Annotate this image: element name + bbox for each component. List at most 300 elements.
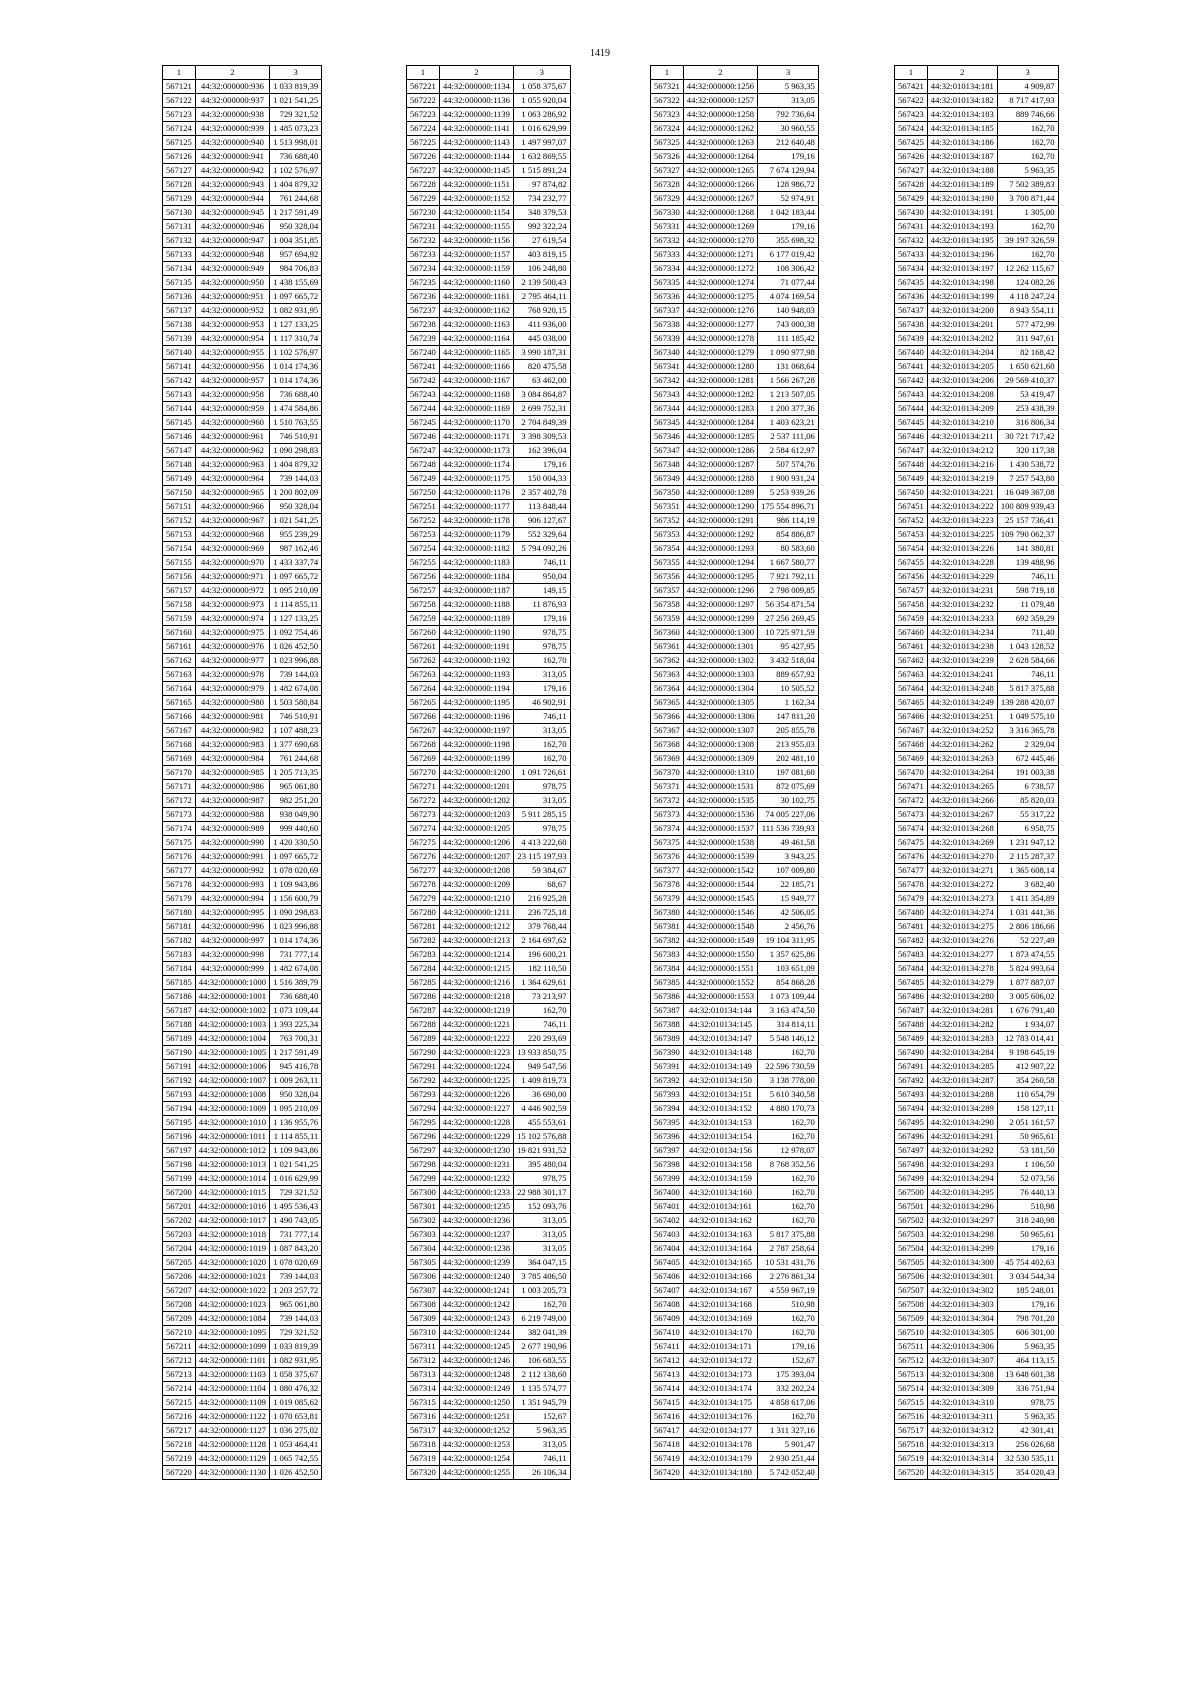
row-number: 567317 [407, 1424, 440, 1438]
table-row [895, 1284, 1059, 1298]
cadastral-number: 44:32:000000:961 [195, 430, 269, 444]
row-number: 567436 [895, 290, 928, 304]
cadastral-number: 44:32:010134:147 [683, 1032, 757, 1046]
cadastral-number: 44:32:000000:1002 [195, 1004, 269, 1018]
value: 736 688,40 [270, 388, 322, 402]
row-number: 567182 [163, 934, 196, 948]
value: 1 070 653,81 [270, 1410, 322, 1424]
cadastral-number: 44:32:010134:302 [927, 1284, 997, 1298]
value: 1 351 945,79 [514, 1396, 570, 1410]
table-row [163, 1144, 322, 1158]
value: 1 055 920,04 [514, 94, 570, 108]
table-row [651, 1382, 819, 1396]
cadastral-number: 44:32:010134:182 [927, 94, 997, 108]
row-number: 567206 [163, 1270, 196, 1284]
row-number: 567333 [651, 248, 684, 262]
value: 32 530 535,11 [997, 1452, 1058, 1466]
column-number-1: 1 [163, 66, 196, 80]
value: 74 005 227,06 [758, 808, 819, 822]
row-number: 567369 [651, 752, 684, 766]
row-number: 567257 [407, 584, 440, 598]
value: 872 075,69 [758, 780, 819, 794]
value: 1 058 375,67 [514, 80, 570, 94]
table-row [407, 528, 571, 542]
cadastral-number: 44:32:000000:1296 [683, 584, 757, 598]
row-number: 567233 [407, 248, 440, 262]
value: 820 475,58 [514, 360, 570, 374]
cadastral-number: 44:32:010134:280 [927, 990, 997, 1004]
cadastral-number: 44:32:010134:262 [927, 738, 997, 752]
row-number: 567482 [895, 934, 928, 948]
table-row [163, 850, 322, 864]
cadastral-number: 44:32:000000:951 [195, 290, 269, 304]
cadastral-number: 44:32:000000:982 [195, 724, 269, 738]
row-number: 567375 [651, 836, 684, 850]
row-number: 567250 [407, 486, 440, 500]
table-row [407, 948, 571, 962]
cadastral-number: 44:32:000000:1538 [683, 836, 757, 850]
cadastral-number: 44:32:000000:1238 [439, 1242, 513, 1256]
row-number: 567510 [895, 1326, 928, 1340]
value: 736 688,40 [270, 990, 322, 1004]
row-number: 567351 [651, 500, 684, 514]
row-number: 567439 [895, 332, 928, 346]
cadastral-number: 44:32:010134:201 [927, 318, 997, 332]
value: 316 806,34 [997, 416, 1058, 430]
value: 1 217 591,49 [270, 1046, 322, 1060]
row-number: 567355 [651, 556, 684, 570]
cadastral-number: 44:32:010134:271 [927, 864, 997, 878]
cadastral-number: 44:32:010134:172 [683, 1354, 757, 1368]
row-number: 567196 [163, 1130, 196, 1144]
table-row [407, 836, 571, 850]
cadastral-number: 44:32:010134:270 [927, 850, 997, 864]
value: 1 092 754,46 [270, 626, 322, 640]
cadastral-number: 44:32:010134:299 [927, 1242, 997, 1256]
cadastral-number: 44:32:010134:167 [683, 1284, 757, 1298]
value: 3 163 474,50 [758, 1004, 819, 1018]
cadastral-number: 44:32:000000:1161 [439, 290, 513, 304]
cadastral-number: 44:32:000000:1278 [683, 332, 757, 346]
value: 1 087 843,20 [270, 1242, 322, 1256]
value: 336 751,94 [997, 1382, 1058, 1396]
value: 455 553,61 [514, 1116, 570, 1130]
table-row [651, 976, 819, 990]
value: 938 049,90 [270, 808, 322, 822]
cadastral-number: 44:32:000000:1219 [439, 1004, 513, 1018]
table-row [895, 206, 1059, 220]
row-number: 567274 [407, 822, 440, 836]
row-number: 567291 [407, 1060, 440, 1074]
table-row [163, 1438, 322, 1452]
table-row [895, 388, 1059, 402]
row-number: 567364 [651, 682, 684, 696]
value: 354 020,43 [997, 1466, 1058, 1480]
table-row [895, 486, 1059, 500]
table-row [895, 724, 1059, 738]
value: 734 232,77 [514, 192, 570, 206]
value: 1 058 375,67 [270, 1368, 322, 1382]
table-row [895, 906, 1059, 920]
value: 42 506,05 [758, 906, 819, 920]
cadastral-number: 44:32:010134:276 [927, 934, 997, 948]
table-row [407, 584, 571, 598]
table-row [163, 668, 322, 682]
table-row [895, 766, 1059, 780]
cadastral-number: 44:32:010134:151 [683, 1088, 757, 1102]
table-row [163, 542, 322, 556]
cadastral-number: 44:32:010134:295 [927, 1186, 997, 1200]
row-number: 567177 [163, 864, 196, 878]
table-row [163, 346, 322, 360]
row-number: 567389 [651, 1032, 684, 1046]
table-row [163, 262, 322, 276]
value: 2 357 402,78 [514, 486, 570, 500]
cadastral-number: 44:32:000000:1084 [195, 1312, 269, 1326]
cadastral-number: 44:32:010134:234 [927, 626, 997, 640]
value: 12 262 115,67 [997, 262, 1058, 276]
cadastral-number: 44:32:000000:1134 [439, 80, 513, 94]
value: 348 379,53 [514, 206, 570, 220]
row-number: 567414 [651, 1382, 684, 1396]
row-number: 567213 [163, 1368, 196, 1382]
value: 1 485 073,23 [270, 122, 322, 136]
row-number: 567280 [407, 906, 440, 920]
table-row [163, 416, 322, 430]
table-row [895, 1242, 1059, 1256]
row-number: 567441 [895, 360, 928, 374]
table-row [895, 584, 1059, 598]
row-number: 567429 [895, 192, 928, 206]
table-row [651, 906, 819, 920]
table-row [651, 1410, 819, 1424]
row-number: 567194 [163, 1102, 196, 1116]
row-number: 567432 [895, 234, 928, 248]
cadastral-number: 44:32:010134:308 [927, 1368, 997, 1382]
cadastral-number: 44:32:000000:976 [195, 640, 269, 654]
table-row [407, 1354, 571, 1368]
table-row [895, 710, 1059, 724]
table-row [895, 850, 1059, 864]
value: 2 584 612,97 [758, 444, 819, 458]
cadastral-number: 44:32:000000:1224 [439, 1060, 513, 1074]
value: 692 359,29 [997, 612, 1058, 626]
row-number: 567231 [407, 220, 440, 234]
row-number: 567124 [163, 122, 196, 136]
cadastral-number: 44:32:000000:1013 [195, 1158, 269, 1172]
value: 2 537 111,06 [758, 430, 819, 444]
cadastral-number: 44:32:000000:1184 [439, 570, 513, 584]
cadastral-number: 44:32:000000:994 [195, 892, 269, 906]
cadastral-number: 44:32:010134:175 [683, 1396, 757, 1410]
cadastral-number: 44:32:010134:170 [683, 1326, 757, 1340]
value: 124 082,26 [997, 276, 1058, 290]
value: 577 472,99 [997, 318, 1058, 332]
table-row [895, 1424, 1059, 1438]
table-row [895, 108, 1059, 122]
table-row [163, 430, 322, 444]
value: 1 073 109,44 [758, 990, 819, 1004]
value: 46 902,91 [514, 696, 570, 710]
column-number-2: 2 [683, 66, 757, 80]
value: 2 628 584,66 [997, 654, 1058, 668]
cadastral-number: 44:32:010134:206 [927, 374, 997, 388]
value: 999 440,60 [270, 822, 322, 836]
table-row [895, 164, 1059, 178]
table-row [163, 332, 322, 346]
value: 332 202,24 [758, 1382, 819, 1396]
table-row [163, 360, 322, 374]
cadastral-number: 44:32:000000:1531 [683, 780, 757, 794]
row-number: 567469 [895, 752, 928, 766]
row-number: 567370 [651, 766, 684, 780]
table-row [651, 1144, 819, 1158]
value: 4 074 169,54 [758, 290, 819, 304]
table-row [163, 304, 322, 318]
value: 1 305,00 [997, 206, 1058, 220]
row-number: 567200 [163, 1186, 196, 1200]
row-number: 567390 [651, 1046, 684, 1060]
row-number: 567454 [895, 542, 928, 556]
cadastral-number: 44:32:010134:150 [683, 1074, 757, 1088]
value: 1 503 580,84 [270, 696, 322, 710]
value: 162,70 [758, 1200, 819, 1214]
column-number-3: 3 [514, 66, 570, 80]
cadastral-number: 44:32:000000:1200 [439, 766, 513, 780]
row-number: 567212 [163, 1354, 196, 1368]
value: 179,16 [758, 150, 819, 164]
table-row [407, 1102, 571, 1116]
row-number: 567293 [407, 1088, 440, 1102]
value: 313,05 [514, 668, 570, 682]
table-row [895, 444, 1059, 458]
cadastral-number: 44:32:000000:1000 [195, 976, 269, 990]
table-row [651, 304, 819, 318]
cadastral-number: 44:32:010134:266 [927, 794, 997, 808]
cadastral-number: 44:32:010134:278 [927, 962, 997, 976]
value: 4 118 247,24 [997, 290, 1058, 304]
value: 1 357 625,86 [758, 948, 819, 962]
value: 162,70 [514, 1004, 570, 1018]
row-number: 567445 [895, 416, 928, 430]
value: 4 446 902,59 [514, 1102, 570, 1116]
row-number: 567437 [895, 304, 928, 318]
row-number: 567186 [163, 990, 196, 1004]
value: 162 396,04 [514, 444, 570, 458]
cadastral-number: 44:32:000000:971 [195, 570, 269, 584]
table-row [895, 416, 1059, 430]
table-row [163, 164, 322, 178]
row-number: 567159 [163, 612, 196, 626]
cadastral-number: 44:32:000000:1295 [683, 570, 757, 584]
value: 5 911 285,15 [514, 808, 570, 822]
cadastral-number: 44:32:000000:1307 [683, 724, 757, 738]
row-number: 567462 [895, 654, 928, 668]
value: 1 364 629,61 [514, 976, 570, 990]
table-row [895, 1438, 1059, 1452]
cadastral-number: 44:32:000000:1017 [195, 1214, 269, 1228]
cadastral-number: 44:32:000000:948 [195, 248, 269, 262]
row-number: 567506 [895, 1270, 928, 1284]
table-row [651, 290, 819, 304]
cadastral-number: 44:32:000000:1174 [439, 458, 513, 472]
value: 185 248,01 [997, 1284, 1058, 1298]
cadastral-number: 44:32:000000:955 [195, 346, 269, 360]
value: 63 462,00 [514, 374, 570, 388]
row-number: 567368 [651, 738, 684, 752]
row-number: 567314 [407, 1382, 440, 1396]
value: 1 127 133,25 [270, 612, 322, 626]
value: 1 023 996,88 [270, 654, 322, 668]
table-row [651, 570, 819, 584]
cadastral-number: 44:32:010134:267 [927, 808, 997, 822]
cadastral-number: 44:32:000000:1023 [195, 1298, 269, 1312]
row-number: 567435 [895, 276, 928, 290]
cadastral-number: 44:32:000000:1253 [439, 1438, 513, 1452]
row-number: 567517 [895, 1424, 928, 1438]
cadastral-number: 44:32:010134:225 [927, 528, 997, 542]
cadastral-number: 44:32:000000:1101 [195, 1354, 269, 1368]
value: 984 706,83 [270, 262, 322, 276]
value: 1 409 819,73 [514, 1074, 570, 1088]
value: 197 081,60 [758, 766, 819, 780]
table-row [163, 682, 322, 696]
value: 1 106,50 [997, 1158, 1058, 1172]
row-number: 567169 [163, 752, 196, 766]
cadastral-number: 44:32:010134:193 [927, 220, 997, 234]
row-number: 567329 [651, 192, 684, 206]
table-row [163, 570, 322, 584]
value: 314 814,11 [758, 1018, 819, 1032]
value: 2 795 464,11 [514, 290, 570, 304]
table-row [163, 738, 322, 752]
row-number: 567499 [895, 1172, 928, 1186]
table-row [651, 1200, 819, 1214]
value: 1 420 330,50 [270, 836, 322, 850]
table-row [163, 1074, 322, 1088]
cadastral-number: 44:32:000000:1292 [683, 528, 757, 542]
value: 68,67 [514, 878, 570, 892]
value: 103 651,09 [758, 962, 819, 976]
row-number: 567331 [651, 220, 684, 234]
row-number: 567270 [407, 766, 440, 780]
table-row [163, 962, 322, 976]
row-number: 567260 [407, 626, 440, 640]
row-number: 567161 [163, 640, 196, 654]
value: 1 073 109,44 [270, 1004, 322, 1018]
table-row [651, 1312, 819, 1326]
table-row [407, 164, 571, 178]
table-row [895, 1088, 1059, 1102]
row-number: 567337 [651, 304, 684, 318]
value: 162,70 [514, 1298, 570, 1312]
row-number: 567145 [163, 416, 196, 430]
cadastral-number: 44:32:010134:154 [683, 1130, 757, 1144]
value: 5 817 375,88 [758, 1228, 819, 1242]
value: 1 667 580,77 [758, 556, 819, 570]
table-block [162, 65, 322, 1480]
table-row [163, 878, 322, 892]
cadastral-number: 44:32:000000:1251 [439, 1410, 513, 1424]
row-number: 567303 [407, 1228, 440, 1242]
table-row [895, 976, 1059, 990]
cadastral-number: 44:32:000000:1227 [439, 1102, 513, 1116]
row-number: 567229 [407, 192, 440, 206]
value: 236 725,18 [514, 906, 570, 920]
table-row [163, 374, 322, 388]
row-number: 567139 [163, 332, 196, 346]
row-number: 567403 [651, 1228, 684, 1242]
table-row [895, 136, 1059, 150]
row-number: 567277 [407, 864, 440, 878]
value: 1 090 298,83 [270, 444, 322, 458]
value: 3 005 606,02 [997, 990, 1058, 1004]
table-row [895, 1102, 1059, 1116]
value: 1 090 977,98 [758, 346, 819, 360]
cadastral-number: 44:32:010134:188 [927, 164, 997, 178]
row-number: 567187 [163, 1004, 196, 1018]
value: 179,16 [997, 1298, 1058, 1312]
table-row [407, 262, 571, 276]
row-number: 567471 [895, 780, 928, 794]
row-number: 567512 [895, 1354, 928, 1368]
cadastral-number: 44:32:000000:1139 [439, 108, 513, 122]
cadastral-number: 44:32:000000:941 [195, 150, 269, 164]
value: 743 000,38 [758, 318, 819, 332]
cadastral-number: 44:32:000000:1237 [439, 1228, 513, 1242]
value: 2 051 161,57 [997, 1116, 1058, 1130]
cadastral-number: 44:32:000000:1020 [195, 1256, 269, 1270]
table-row [651, 1284, 819, 1298]
table-row [895, 1368, 1059, 1382]
cadastral-number: 44:32:000000:986 [195, 780, 269, 794]
value: 978,75 [997, 1396, 1058, 1410]
value: 746,11 [514, 1452, 570, 1466]
value: 149,15 [514, 584, 570, 598]
row-number: 567165 [163, 696, 196, 710]
table-row [407, 1130, 571, 1144]
table-row [895, 150, 1059, 164]
cadastral-number: 44:32:000000:1201 [439, 780, 513, 794]
value: 162,70 [997, 122, 1058, 136]
row-number: 567208 [163, 1298, 196, 1312]
value: 1 036 275,02 [270, 1424, 322, 1438]
cadastral-number: 44:32:010134:311 [927, 1410, 997, 1424]
value: 1 031 441,36 [997, 906, 1058, 920]
table-row [895, 696, 1059, 710]
cadastral-number: 44:32:000000:1550 [683, 948, 757, 962]
row-number: 567465 [895, 696, 928, 710]
value: 957 694,92 [270, 248, 322, 262]
value: 889 657,92 [758, 668, 819, 682]
row-number: 567407 [651, 1284, 684, 1298]
row-number: 567458 [895, 598, 928, 612]
cadastral-number: 44:32:000000:1004 [195, 1032, 269, 1046]
value: 7 921 792,11 [758, 570, 819, 584]
cadastral-number: 44:32:000000:1188 [439, 598, 513, 612]
value: 3 138 778,00 [758, 1074, 819, 1088]
value: 1 004 351,85 [270, 234, 322, 248]
value: 25 157 736,41 [997, 514, 1058, 528]
cadastral-number: 44:32:000000:1194 [439, 682, 513, 696]
row-number: 567487 [895, 1004, 928, 1018]
column-number-1: 1 [651, 66, 684, 80]
value: 49 461,58 [758, 836, 819, 850]
table-row [407, 1186, 571, 1200]
table-row [651, 1214, 819, 1228]
cadastral-number: 44:32:010134:199 [927, 290, 997, 304]
row-number: 567395 [651, 1116, 684, 1130]
